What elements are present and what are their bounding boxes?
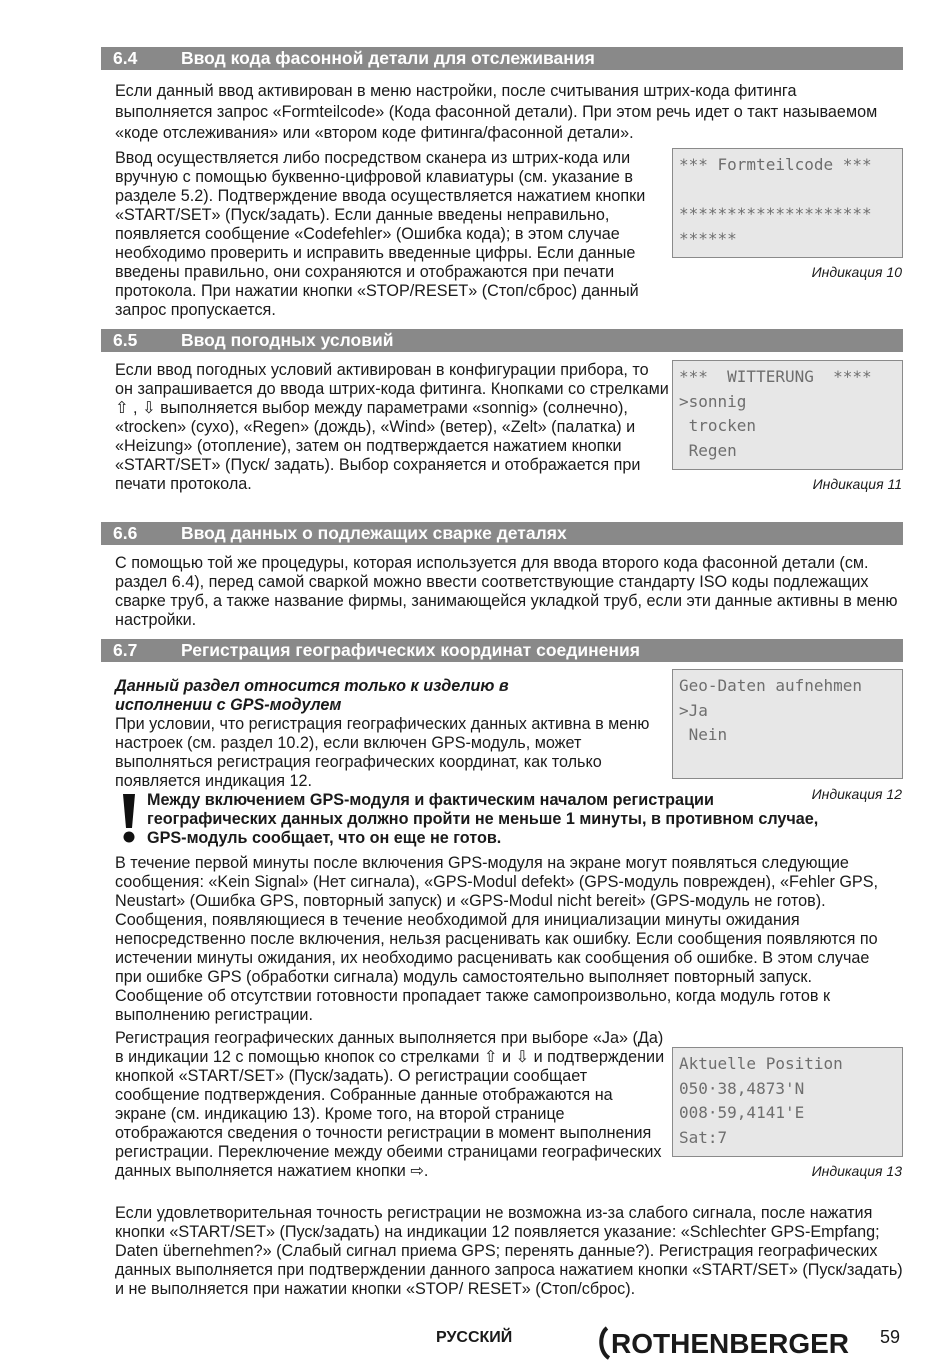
exclamation-icon — [117, 792, 141, 844]
display-line: ******************** — [679, 204, 872, 223]
footer-language: РУССКИЙ — [436, 1329, 513, 1346]
display-line: Aktuelle Position — [679, 1054, 843, 1073]
paragraph: Если удовлетворительная точность регистрации не возможна из-за слабого сигнала, после нажатия кнопки «START/SET» (Пуск/задать) на индикации 12 появляется указание: «Schlechter GPS-Empfang; Daten übernehmen?» (Слабый сигнал приема GPS; перенять данные?). Регистрация географических данных выполняется при подтверждении данного запроса нажатием кнопки «START/SET» (Пуск/задать) и не выполняется при нажатии кнопки «STOP/ RESET» (Стоп/сброс). — [115, 1204, 903, 1298]
paragraph: Если ввод погодных условий активирован в конфигурации прибора, то он запрашивается до ввода штрих-кода фитинга. Кнопками со стрелками ⇧ , ⇩ выполняется выбор между параметрами «sonnig» (солнечно), «trocken» (сухо), «Regen» (дождь), «Wind» (ветер), «Zelt» (палатка) и «Heizung» (отопление), затем он подтверждается нажатием кнопки «START/SET» (Пуск/ задать). Выбор сохраняется и отображается при печати протокола. — [115, 361, 669, 493]
gps-warning: Между включением GPS-модуля и фактическим началом регистрации географических данных должно пройти не меньше 1 минуты, в противном случае, GPS-модуль сообщает, что он еще не готов. — [147, 791, 819, 847]
display-line: *** Formteilcode *** — [679, 155, 872, 174]
paragraph: Ввод осуществляется либо посредством сканера из штрих-кода или вручную с помощью буквенно-цифровой клавиатуры (см. указание в разделе 5.2). Подтверждение ввода осуществляется нажатием кнопки «START/SET» (Пуск/задать). Если данные введены неправильно, появляется сообщение «Codefehler» (Ошибка кода); в этом случае необходимо проверить и исправить введенные цифры. Если данные введены правильно, они сохраняются и отображаются при печати протокола. При нажатии кнопки «STOP/RESET» (Стоп/сброс) данный запрос пропускается. — [115, 149, 646, 319]
display-line: Nein — [679, 725, 728, 744]
section-title: Ввод данных о подлежащих сварке деталях — [181, 523, 567, 543]
rothenberger-logo — [597, 1324, 852, 1360]
page-number: 59 — [880, 1327, 901, 1347]
display-line: >sonnig — [679, 391, 747, 411]
section-number: 6.7 — [113, 640, 138, 660]
display-line: Sat:7 — [679, 1127, 728, 1147]
paragraph: В течение первой минуты после включения GPS-модуля на экране могут появляться следующие сообщения: «Kein Signal» (Нет сигнала), «GPS-Modul defekt» (GPS-модуль поврежден), «Fehler GPS, Neustart» (Ошибка GPS, повторный запуск) и «GPS-Modul nicht bereit» (GPS-модуль не готов). Сообщения, появляющиеся в течение необходимой для инициализации минуты ожидания непосредственно после включения, нельзя расценивать как ошибку. Если сообщения появляются по истечении минуты ожидания, их необходимо расценивать как сообщения об ошибке. В этом случае при ошибке GPS (обработки сигнала) модуль самостоятельно выполняет повторный запуск. Сообщение об отсутствии готовности пропадает также самопроизвольно, когда модуль готов к выполнению регистрации. — [115, 854, 879, 1024]
section-number: 6.5 — [113, 330, 138, 350]
display-caption: Индикация 13 — [811, 1163, 902, 1179]
section-heading-6-6 — [101, 522, 903, 545]
display-line: >Ja — [679, 700, 708, 720]
brand-name: ROTHENBERGER — [611, 1328, 850, 1359]
display-line: 008·59,4141'E — [679, 1103, 805, 1122]
section-title: Регистрация географических координат соединения — [181, 640, 640, 660]
section-heading-6-4 — [101, 47, 903, 70]
gps-note-heading: Данный раздел относится только к изделию в исполнении с GPS-модулем — [115, 677, 509, 714]
paragraph: Регистрация географических данных выполняется при выборе «Ja» (Да) в индикации 12 с помощью кнопок со стрелками ⇧ и ⇩ и подтверждении кнопкой «START/SET» (Пуск/задать). О регистрации сообщает сообщение подтверждения. Собранные данные отображаются на экране (см. индикацию 13). Кроме того, на второй странице отображаются сведения о точности регистрации в момент выполнения регистрации. Переключение между обеими страницами географических данных выполняется нажатием кнопки ⇨. — [115, 1029, 665, 1180]
display-line: *** WITTERUNG **** — [679, 367, 872, 386]
paragraph: Если данный ввод активирован в меню настройки, после считывания штрих-кода фитинга выполняется запрос «Formteilcode» (Кода фасонной детали). При этом речь идет о такт называемом «коде отслеживания» или «втором коде фитинга/фасонной детали». — [115, 82, 878, 142]
section-number: 6.4 — [113, 48, 138, 68]
display-line — [679, 178, 896, 203]
display-caption: Индикация 11 — [812, 476, 902, 492]
display-caption: Индикация 10 — [811, 264, 902, 280]
display-line: 050·38,4873'N — [679, 1078, 805, 1098]
display-indication-10 — [672, 148, 903, 258]
section-heading-6-7 — [101, 639, 903, 662]
section-title: Ввод погодных условий — [181, 330, 394, 350]
display-line: ****** — [679, 228, 737, 248]
display-indication-12 — [672, 669, 903, 779]
paragraph: При условии, что регистрация географических данных активна в меню настроек (см. раздел 10.2), если включен GPS-модуль, может выполняться регистрация географических координат, как только появляется индикация 12. — [115, 715, 650, 790]
section-title: Ввод кода фасонной детали для отслеживания — [181, 48, 595, 68]
section-heading-6-5 — [101, 329, 903, 352]
display-caption: Индикация 12 — [811, 786, 902, 802]
display-line: trocken — [679, 416, 757, 435]
paragraph: С помощью той же процедуры, которая используется для ввода второго кода фасонной детали (см. раздел 6.4), перед самой сваркой можно ввести соответствующие стандарту ISO коды подлежащих сварке труб, а также название фирмы, занимающейся укладкой труб, если эти данные активны в меню настройки. — [115, 554, 898, 629]
display-line: Geo-Daten aufnehmen — [679, 676, 863, 695]
display-indication-13 — [672, 1047, 903, 1157]
section-number: 6.6 — [113, 523, 138, 543]
display-indication-11 — [672, 360, 903, 470]
display-line: Regen — [679, 440, 737, 460]
